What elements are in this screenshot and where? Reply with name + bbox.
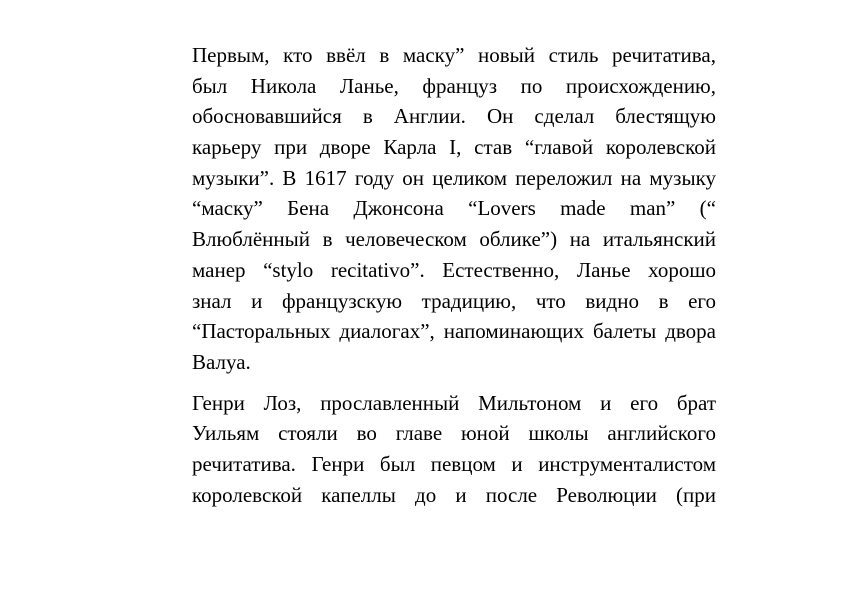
text-line: Влюблённый в человеческом облике”) на итальянский: [192, 227, 716, 252]
paragraph-spacer: [192, 378, 716, 388]
text-line: был Никола Ланье, француз по происхождению,: [192, 73, 716, 98]
text-line: “маску” Бена Джонсона “Lovers made man” (“: [192, 196, 716, 221]
text-line: музыки”. В 1617 году он целиком переложил на музыку: [192, 165, 716, 190]
text-line: речитатива. Генри был певцом и инструменталистом: [192, 451, 716, 476]
document-body: [192, 40, 716, 510]
text-line: манер “stylo recitativo”. Естественно, Ланье хорошо: [192, 257, 716, 282]
paragraph-2: [192, 388, 716, 511]
text-line: королевской капеллы до и после Революции (при: [192, 482, 716, 507]
text-line: обосновавшийся в Англии. Он сделал блестящую: [192, 104, 716, 129]
text-line: “Пасторальных диалогах”, напоминающих балеты двора: [192, 319, 716, 344]
text-line: Уильям стояли во главе юной школы английского: [192, 421, 716, 446]
text-line: Генри Лоз, прославленный Мильтоном и его брат: [192, 390, 716, 415]
text-line: знал и французскую традицию, что видно в его: [192, 288, 716, 313]
text-line: карьеру при дворе Карла I, став “главой королевской: [192, 135, 716, 160]
text-line: Первым, кто ввёл в маску” новый стиль речитатива,: [192, 43, 716, 67]
paragraph-1: [192, 40, 716, 378]
text-line: Валуа.: [192, 349, 251, 374]
